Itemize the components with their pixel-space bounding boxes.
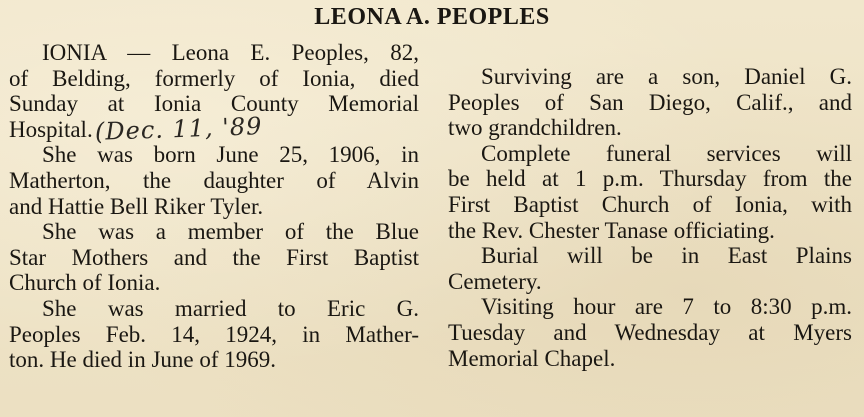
handwritten-date-note: (Dec. 11, '89: [94, 111, 263, 146]
text-line: [9, 142, 419, 168]
left-column: [9, 40, 419, 373]
text-line-content: two grandchildren.: [448, 115, 622, 141]
text-line-content: Star Mothers and the First Baptist: [9, 244, 419, 270]
right-column: [448, 64, 852, 371]
text-line-content: Church of Ionia.: [9, 270, 161, 296]
text-line-content: be held at 1 p.m. Thursday from the: [448, 166, 852, 192]
text-line: [9, 40, 419, 66]
text-line-content: Tuesday and Wednesday at Myers: [448, 319, 852, 345]
text-line-content: Surviving are a son, Daniel G.: [481, 64, 852, 89]
text-line: [448, 115, 852, 141]
text-line-content: ton. He died in June of 1969.: [9, 347, 277, 373]
text-line-content: Complete funeral services will: [481, 140, 852, 166]
text-line: [9, 245, 419, 271]
text-line-content: Memorial Chapel.: [448, 345, 616, 371]
text-line-content: Peoples of San Diego, Calif., and: [448, 89, 852, 115]
text-line: [448, 346, 852, 372]
text-line-content: She was born June 25, 1906, in: [42, 142, 419, 168]
text-line-content: She was a member of the Blue: [42, 219, 419, 245]
text-line-content: Sunday at Ionia County Memorial: [9, 91, 419, 117]
text-line: [448, 218, 852, 244]
text-line: [448, 141, 852, 167]
text-line-content: IONIA — Leona E. Peoples, 82,: [42, 40, 419, 65]
text-line: [9, 347, 419, 373]
text-line: [448, 320, 852, 346]
text-line: [9, 296, 419, 322]
text-line: [448, 192, 852, 218]
text-line-content: She was married to Eric G.: [42, 295, 419, 321]
text-line: [9, 111, 419, 146]
text-line: [9, 270, 419, 296]
text-line: [448, 64, 852, 90]
text-line: [448, 269, 852, 295]
text-line-content: and Hattie Bell Riker Tyler.: [9, 193, 264, 219]
text-line-content: First Baptist Church of Ionia, with: [448, 191, 852, 217]
text-line: [9, 219, 419, 245]
text-line: [448, 166, 852, 192]
text-line-content: Cemetery.: [448, 268, 542, 294]
text-line-content: Hospital.: [9, 116, 93, 142]
text-line: [9, 322, 419, 348]
text-line: [9, 194, 419, 220]
text-line-content: Visiting hour are 7 to 8:30 p.m.: [481, 294, 852, 320]
text-line: [448, 243, 852, 269]
obituary-headline: LEONA A. PEOPLES: [314, 4, 550, 30]
text-line: [448, 294, 852, 320]
text-line-content: the Rev. Chester Tanase officiating.: [448, 217, 775, 243]
text-line: [9, 168, 419, 194]
text-line: [9, 66, 419, 92]
text-line-content: Peoples Feb. 14, 1924, in Mather-: [9, 321, 419, 347]
text-line-content: Burial will be in East Plains: [481, 243, 852, 269]
text-line-content: Matherton, the daughter of Alvin: [9, 167, 419, 193]
text-line-content: of Belding, formerly of Ionia, died: [9, 65, 419, 91]
text-line: [448, 90, 852, 116]
